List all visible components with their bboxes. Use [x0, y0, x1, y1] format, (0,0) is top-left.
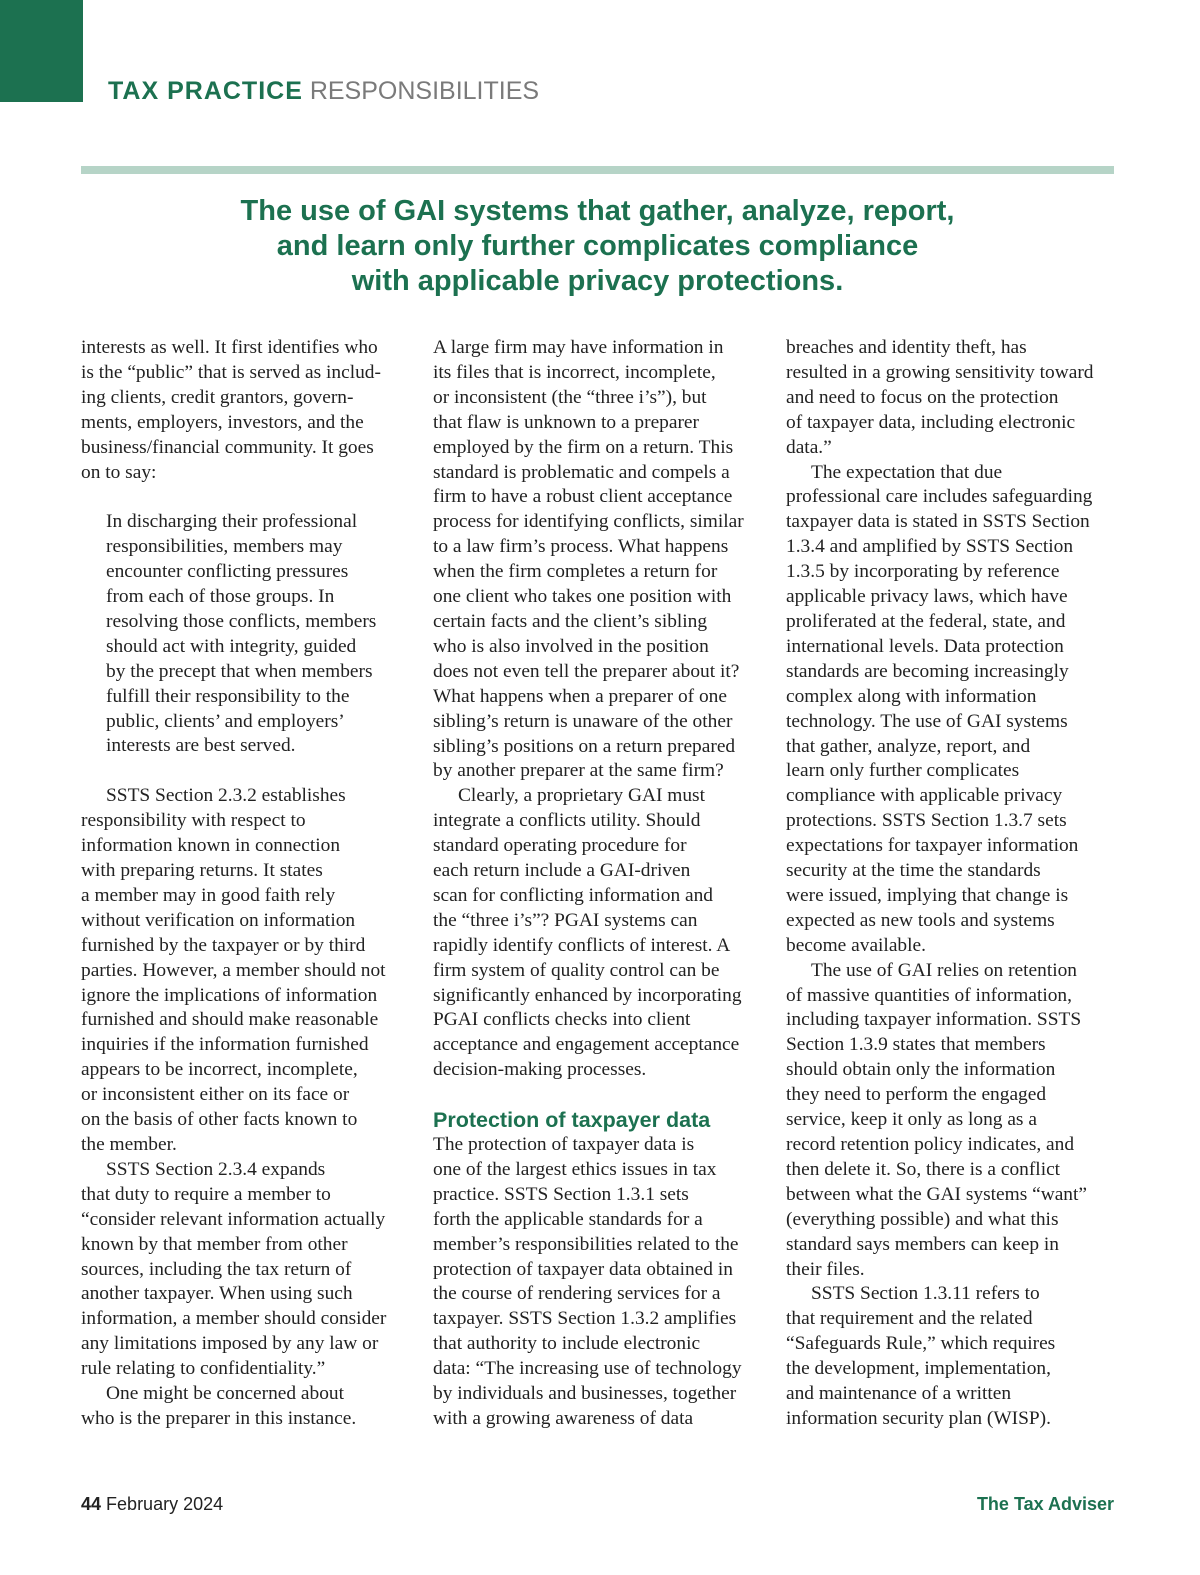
text-line: they need to perform the engaged — [786, 1084, 1047, 1106]
text-line: The protection of taxpayer data is — [433, 1133, 695, 1155]
text-line: one client who takes one position with — [433, 586, 732, 608]
block-quote-line: In discharging their professional — [106, 511, 358, 533]
text-line: furnished by the taxpayer or by third — [81, 934, 366, 956]
text-line: another taxpayer. When using such — [81, 1283, 353, 1305]
text-line: scan for conflicting information and — [433, 884, 713, 906]
text-line: SSTS Section 1.3.11 refers to — [811, 1283, 1040, 1305]
text-line: their files. — [786, 1258, 865, 1280]
text-line: on the basis of other facts known to — [81, 1109, 358, 1131]
text-line: the development, implementation, — [786, 1358, 1051, 1380]
text-line: that gather, analyze, report, and — [786, 735, 1031, 757]
text-line: 1.3.4 and amplified by SSTS Section — [786, 536, 1074, 558]
text-line: record retention policy indicates, and — [786, 1134, 1075, 1155]
text-line: “Safeguards Rule,” which requires — [786, 1333, 1056, 1355]
text-line: sources, including the tax return of — [81, 1258, 352, 1280]
text-line: with preparing returns. It states — [81, 860, 323, 881]
pull-quote-line: and learn only further complicates compliance — [276, 230, 919, 262]
text-line: service, keep it only as long as a — [786, 1109, 1037, 1131]
text-line: resulted in a growing sensitivity toward — [786, 361, 1094, 383]
text-line: standard says members can keep in — [786, 1233, 1059, 1255]
article-column-1 — [81, 336, 413, 1432]
pull-quote-rule — [81, 166, 1114, 174]
text-line: taxpayer data is stated in SSTS Section — [786, 511, 1090, 533]
text-line: protection of taxpayer data obtained in — [433, 1258, 733, 1280]
text-line: inquiries if the information furnished — [81, 1034, 369, 1056]
block-quote-line: interests are best served. — [106, 735, 296, 757]
text-line: and maintenance of a written — [786, 1383, 1012, 1405]
text-line: sibling’s positions on a return prepared — [433, 735, 736, 757]
text-line: or inconsistent (the “three i’s”), but — [433, 386, 707, 408]
text-line: firm system of quality control can be — [433, 959, 720, 981]
text-line: on to say: — [81, 461, 157, 483]
text-line: a member may in good faith rely — [81, 884, 336, 906]
text-line: standards are becoming increasingly — [786, 660, 1069, 682]
text-line: data.” — [786, 436, 832, 458]
corner-accent-block — [0, 0, 83, 102]
text-line: the “three i’s”? PGAI systems can — [433, 909, 698, 931]
text-line: that requirement and the related — [786, 1308, 1033, 1330]
text-line: technology. The use of GAI systems — [786, 710, 1068, 732]
text-line: applicable privacy laws, which have — [786, 586, 1068, 608]
text-line: PGAI conflicts checks into client — [433, 1009, 691, 1031]
text-line: (everything possible) and what this — [786, 1208, 1059, 1230]
pull-quote-line: with applicable privacy protections. — [351, 265, 844, 297]
text-line: A large firm may have information in — [433, 337, 724, 358]
text-line: of massive quantities of information, — [786, 984, 1072, 1006]
section-header-bold: TAX PRACTICE — [108, 77, 303, 105]
text-line: between what the GAI systems “want” — [786, 1183, 1087, 1205]
text-line: were issued, implying that change is — [786, 884, 1069, 906]
text-line: without verification on information — [81, 909, 356, 931]
text-line: and need to focus on the protection — [786, 386, 1059, 408]
page-number: 44 — [81, 1494, 102, 1514]
text-line: that flaw is unknown to a preparer — [433, 411, 699, 433]
pull-quote — [81, 194, 1114, 299]
publication-name: The Tax Adviser — [976, 1494, 1114, 1514]
text-line: complex along with information — [786, 685, 1037, 707]
text-line: member’s responsibilities related to the — [433, 1233, 739, 1255]
text-line: become available. — [786, 934, 926, 956]
article-column-2 — [433, 336, 768, 1432]
text-line: that duty to require a member to — [81, 1183, 331, 1205]
text-line: of taxpayer data, including electronic — [786, 411, 1076, 433]
text-line: ignore the implications of information — [81, 984, 378, 1006]
issue-date: February 2024 — [106, 1494, 224, 1514]
text-line: The use of GAI relies on retention — [811, 959, 1077, 981]
text-line: integrate a conflicts utility. Should — [433, 810, 701, 832]
text-line: firm to have a robust client acceptance — [433, 486, 733, 508]
text-line: expectations for taxpayer information — [786, 835, 1079, 857]
text-line: furnished and should make reasonable — [81, 1009, 379, 1031]
text-line: taxpayer. SSTS Section 1.3.2 amplifies — [433, 1308, 737, 1330]
block-quote-line: from each of those groups. In — [106, 586, 335, 608]
text-line: is the “public” that is served as includ- — [81, 361, 381, 383]
block-quote-line: by the precept that when members — [106, 660, 373, 682]
text-line: each return include a GAI-driven — [433, 860, 691, 882]
text-line: decision-making processes. — [433, 1059, 647, 1081]
text-line: with a growing awareness of data — [433, 1407, 694, 1429]
text-line: one of the largest ethics issues in tax — [433, 1158, 717, 1180]
text-line: compliance with applicable privacy — [786, 785, 1063, 807]
text-line: proliferated at the federal, state, and — [786, 610, 1066, 632]
text-line: ments, employers, investors, and the — [81, 411, 364, 433]
text-line: Section 1.3.9 states that members — [786, 1034, 1046, 1056]
text-line: known by that member from other — [81, 1233, 348, 1255]
text-line: information, a member should consider — [81, 1308, 387, 1330]
text-line: rule relating to confidentiality.” — [81, 1358, 326, 1380]
block-quote-line: responsibilities, members may — [106, 536, 343, 558]
section-header — [108, 76, 539, 106]
text-line: standard is problematic and compels a — [433, 461, 730, 483]
text-line: What happens when a preparer of one — [433, 685, 727, 707]
text-line: any limitations imposed by any law or — [81, 1333, 379, 1355]
block-quote-line: encounter conflicting pressures — [106, 561, 349, 583]
text-line: learn only further complicates — [786, 760, 1020, 782]
article-column-3 — [786, 336, 1118, 1432]
text-line: to a law firm’s process. What happens — [433, 536, 729, 558]
text-line: its files that is incorrect, incomplete, — [433, 361, 716, 383]
text-line: data: “The increasing use of technology — [433, 1358, 742, 1380]
text-line: sibling’s return is unaware of the other — [433, 710, 733, 732]
text-line: significantly enhanced by incorporating — [433, 984, 742, 1006]
text-line: parties. However, a member should not — [81, 959, 386, 981]
text-line: process for identifying conflicts, similar — [433, 511, 744, 533]
text-line: who is also involved in the position — [433, 635, 709, 657]
block-quote-line: public, clients’ and employers’ — [106, 710, 345, 732]
text-line: expected as new tools and systems — [786, 909, 1055, 931]
text-line: the member. — [81, 1133, 177, 1155]
text-line: rapidly identify conflicts of interest. A — [433, 934, 731, 956]
text-line: responsibility with respect to — [81, 810, 306, 832]
text-line: SSTS Section 2.3.4 expands — [106, 1158, 326, 1180]
text-line: does not even tell the preparer about it? — [433, 660, 740, 682]
text-line: practice. SSTS Section 1.3.1 sets — [433, 1183, 689, 1205]
text-line: who is the preparer in this instance. — [81, 1407, 357, 1429]
text-line: SSTS Section 2.3.2 establishes — [106, 785, 346, 807]
text-line: certain facts and the client’s sibling — [433, 610, 708, 632]
text-line: protections. SSTS Section 1.3.7 sets — [786, 810, 1067, 832]
text-line: then delete it. So, there is a conflict — [786, 1158, 1061, 1180]
text-line: forth the applicable standards for a — [433, 1208, 703, 1230]
text-line: One might be concerned about — [106, 1383, 344, 1405]
text-line: business/financial community. It goes — [81, 436, 374, 458]
text-line: information known in connection — [81, 835, 341, 857]
subheading: Protection of taxpayer data — [433, 1108, 711, 1133]
text-line: should obtain only the information — [786, 1059, 1056, 1081]
text-line: breaches and identity theft, has — [786, 337, 1027, 358]
text-line: security at the time the standards — [786, 860, 1041, 882]
text-line: “consider relevant information actually — [81, 1208, 386, 1230]
text-line: by another preparer at the same firm? — [433, 760, 724, 782]
block-quote-line: fulfill their responsibility to the — [106, 685, 350, 707]
section-header-light: RESPONSIBILITIES — [309, 77, 540, 105]
text-line: or inconsistent either on its face or — [81, 1084, 350, 1106]
text-line: information security plan (WISP). — [786, 1407, 1051, 1429]
text-line: including taxpayer information. SSTS — [786, 1009, 1082, 1031]
pull-quote-line: The use of GAI systems that gather, analyze, report, — [240, 195, 955, 227]
text-line: by individuals and businesses, together — [433, 1383, 737, 1405]
text-line: 1.3.5 by incorporating by reference — [786, 561, 1060, 583]
text-line: when the firm completes a return for — [433, 561, 718, 583]
block-quote-line: should act with integrity, guided — [106, 635, 357, 657]
text-line: standard operating procedure for — [433, 835, 687, 857]
text-line: ing clients, credit grantors, govern- — [81, 386, 354, 408]
text-line: interests as well. It first identifies who — [81, 337, 378, 358]
text-line: The expectation that due — [811, 461, 1003, 483]
text-line: acceptance and engagement acceptance — [433, 1034, 740, 1056]
text-line: employed by the firm on a return. This — [433, 436, 734, 458]
text-line: professional care includes safeguarding — [786, 486, 1093, 508]
block-quote-line: resolving those conflicts, members — [106, 610, 377, 632]
text-line: Clearly, a proprietary GAI must — [458, 785, 705, 807]
text-line: that authority to include electronic — [433, 1333, 701, 1355]
footer-folio — [81, 1493, 223, 1515]
text-line: the course of rendering services for a — [433, 1283, 721, 1305]
text-line: international levels. Data protection — [786, 635, 1064, 657]
text-line: appears to be incorrect, incomplete, — [81, 1059, 358, 1081]
